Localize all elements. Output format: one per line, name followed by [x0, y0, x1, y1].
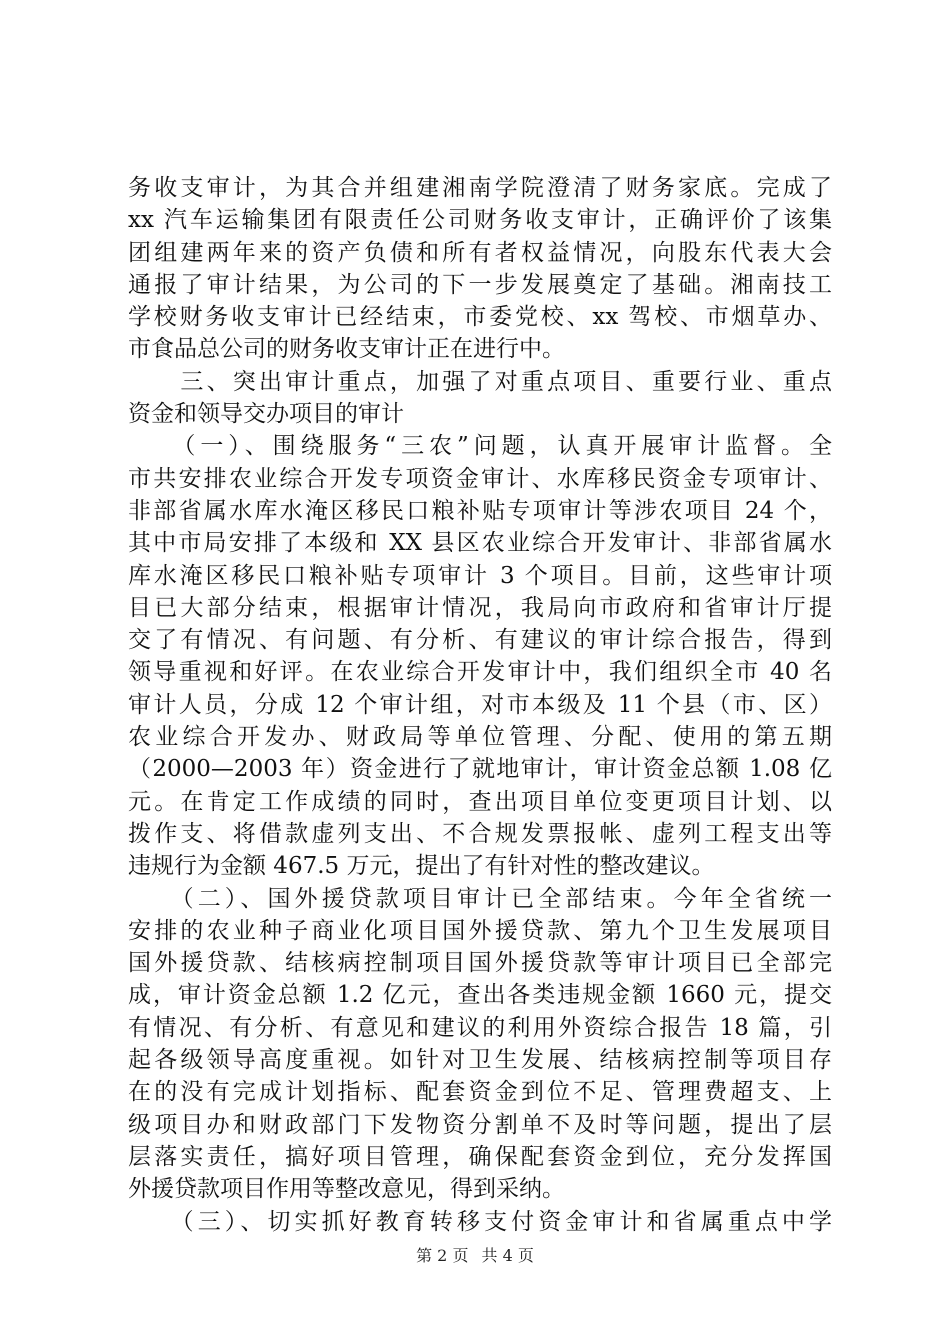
- text-line: 拨作支、将借款虚列支出、不合规发票报帐、虚列工程支出等: [128, 820, 832, 847]
- text-line: 审计人员，分成 12 个审计组，对市本级及 11 个县（市、区）: [128, 691, 832, 718]
- text-line: 在的没有完成计划指标、配套资金到位不足、管理费超支、上: [128, 1079, 832, 1106]
- text-line: 外援贷款项目作用等整改意见，得到采纳。: [128, 1176, 565, 1203]
- document-body: [128, 172, 832, 1238]
- text-line: 团组建两年来的资产负债和所有者权益情况，向股东代表大会: [128, 239, 832, 266]
- text-line: xx 汽车运输集团有限责任公司财务收支审计，正确评价了该集: [128, 207, 832, 234]
- text-line: 安排的农业种子商业化项目国外援贷款、第九个卫生发展项目: [128, 917, 832, 944]
- text-line: 违规行为金额 467.5 万元，提出了有针对性的整改建议。: [128, 853, 715, 880]
- text-line: 元。在肯定工作成绩的同时，查出项目单位变更项目计划、以: [128, 788, 832, 815]
- text-line: 非部省属水库水淹区移民口粮补贴专项审计等涉农项目 24 个，: [128, 497, 832, 524]
- text-line: 三、突出审计重点，加强了对重点项目、重要行业、重点: [128, 368, 832, 395]
- text-line: 起各级领导高度重视。如针对卫生发展、结核病控制等项目存: [128, 1047, 832, 1074]
- text-line: 务收支审计，为其合并组建湘南学院澄清了财务家底。完成了: [128, 175, 832, 201]
- text-line: （2000—2003 年）资金进行了就地审计，审计资金总额 1.08 亿: [128, 756, 832, 783]
- text-line: 成，审计资金总额 1.2 亿元，查出各类违规金额 1660 元，提交: [128, 982, 832, 1009]
- text-line: 级项目办和财政部门下发物资分割单不及时等问题，提出了层: [128, 1111, 832, 1138]
- text-line: 交了有情况、有问题、有分析、有建议的审计综合报告，得到: [128, 627, 832, 654]
- text-line: 学校财务收支审计已经结束，市委党校、xx 驾校、市烟草办、: [128, 304, 832, 331]
- text-line: 通报了审计结果，为公司的下一步发展奠定了基础。湘南技工: [128, 271, 832, 298]
- text-line: （一）、围绕服务“三农”问题，认真开展审计监督。全: [128, 433, 832, 460]
- text-line: 市食品总公司的财务收支审计正在进行中。: [128, 336, 565, 363]
- text-line: 资金和领导交办项目的审计: [128, 401, 404, 428]
- page-number: 第 2 页: [416, 1246, 469, 1265]
- text-line: （三）、切实抓好教育转移支付资金审计和省属重点中学: [128, 1208, 832, 1235]
- text-line: 领导重视和好评。在农业综合开发审计中，我们组织全市 40 名: [128, 659, 832, 686]
- text-line: 市共安排农业综合开发专项资金审计、水库移民资金专项审计、: [128, 465, 832, 492]
- text-line: 有情况、有分析、有意见和建议的利用外资综合报告 18 篇，引: [128, 1014, 832, 1041]
- page-total: 共 4 页: [481, 1246, 534, 1265]
- text-line: 库水淹区移民口粮补贴专项审计 3 个项目。目前，这些审计项: [128, 562, 832, 589]
- text-line: 农业综合开发办、财政局等单位管理、分配、使用的第五期: [128, 724, 832, 751]
- text-line: 目已大部分结束，根据审计情况，我局向市政府和省审计厅提: [128, 594, 832, 621]
- page-footer: [0, 1243, 950, 1266]
- text-line: 层落实责任，搞好项目管理，确保配套资金到位，充分发挥国: [128, 1143, 832, 1170]
- text-line: （二）、国外援贷款项目审计已全部结束。今年全省统一: [128, 885, 832, 912]
- text-line: 国外援贷款、结核病控制项目国外援贷款等审计项目已全部完: [128, 950, 832, 977]
- text-line: 其中市局安排了本级和 XX 县区农业综合开发审计、非部省属水: [128, 530, 832, 557]
